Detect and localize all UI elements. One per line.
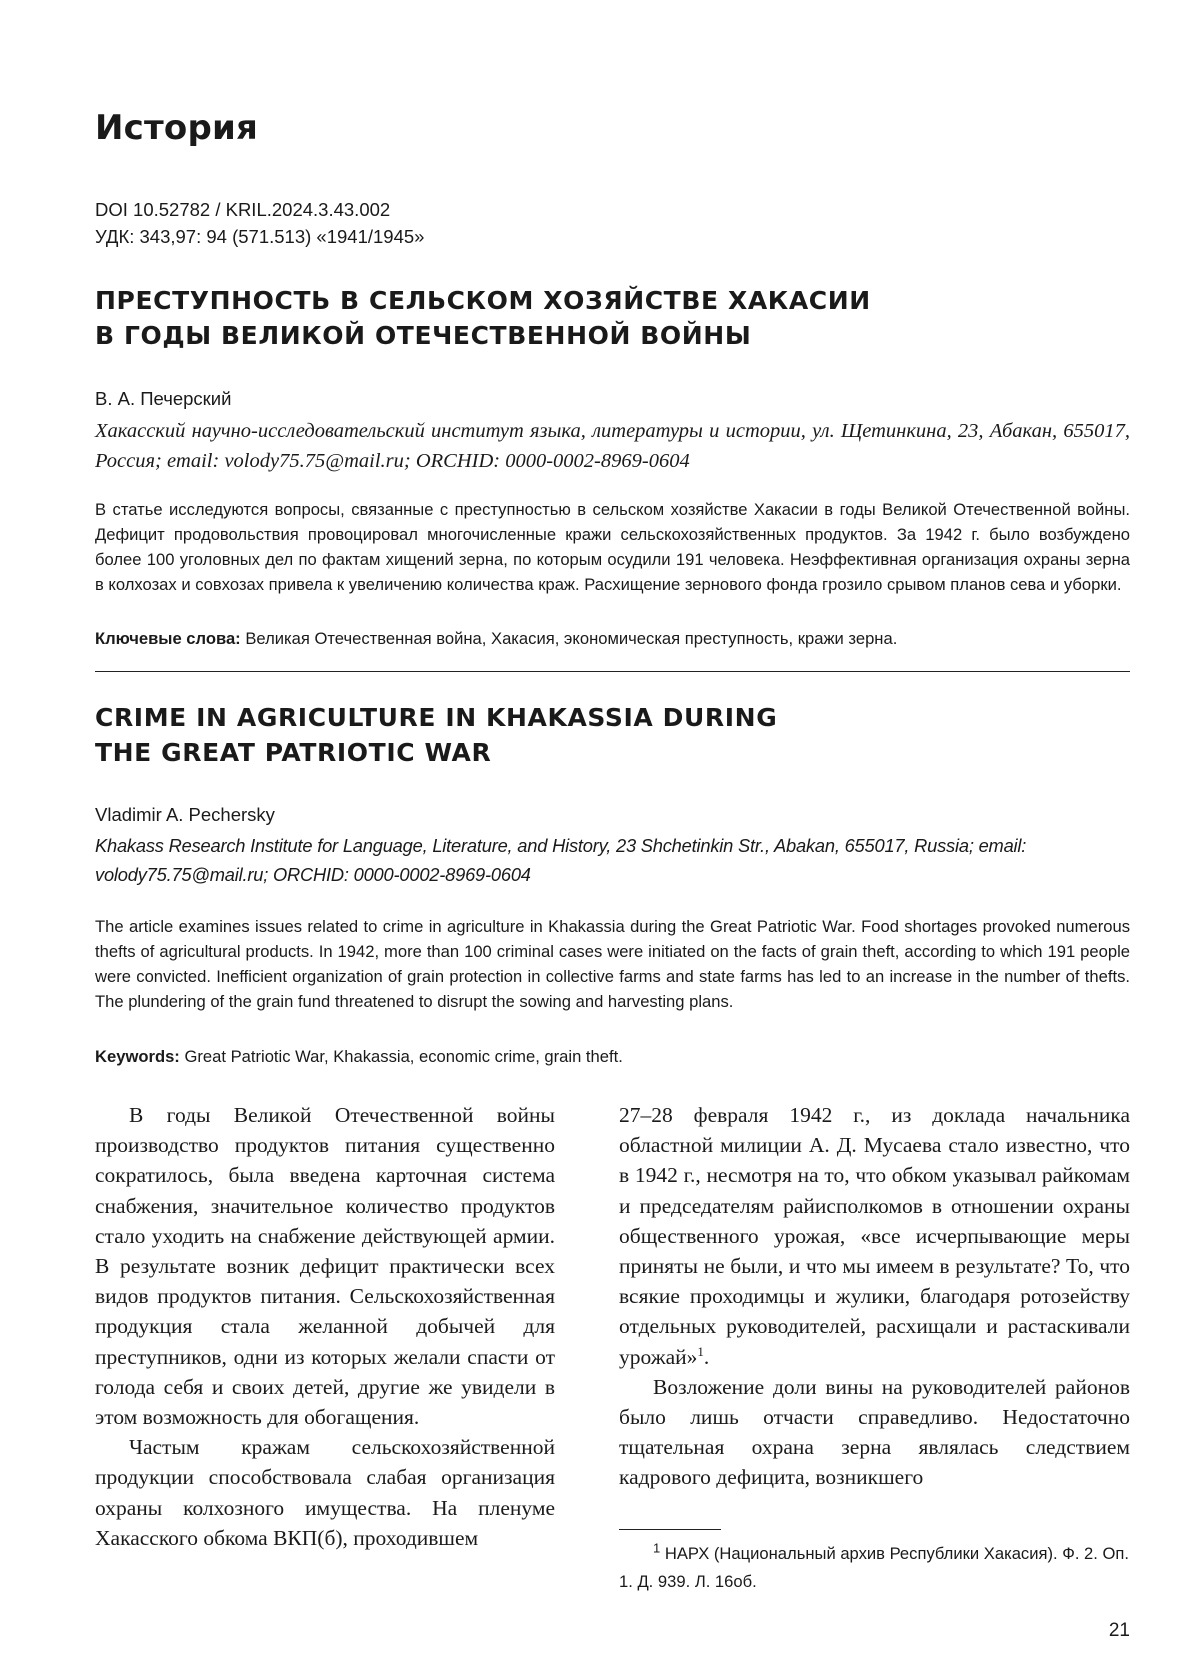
title-line: ПРЕСТУПНОСТЬ В СЕЛЬСКОМ ХОЗЯЙСТВЕ ХАКАСИИ — [95, 286, 871, 315]
article-title-ru — [95, 283, 871, 353]
title-line: THE GREAT PATRIOTIC WAR — [95, 738, 492, 767]
keywords-text: Great Patriotic War, Khakassia, economic crime, grain theft. — [184, 1047, 623, 1066]
body-paragraph: Частым кражам сельскохозяйственной продукции способствовала слабая организация охраны колхозного имущества. На пленуме Хакасского обкома ВКП(б), проходившем — [95, 1435, 555, 1550]
affiliation-ru: Хакасский научно-исследовательский институт языка, литературы и истории, ул. Щетинкина, 23, Абакан, 655017, Россия; email: volody75.75@mail.ru; ORCHID: 0000-0002-8969-0604 — [95, 420, 1130, 472]
body-column-right — [619, 1100, 1130, 1493]
article-identifiers — [95, 196, 424, 250]
footnote-text: НАРХ (Национальный архив Республики Хакасия). Ф. 2. Оп. 1. Д. 939. Л. 16об. — [619, 1544, 1130, 1591]
journal-page — [95, 0, 1130, 1680]
affiliation-en: Khakass Research Institute for Language, Literature, and History, 23 Shchetinkin Str., Abakan, 655017, Russia; email: volody75.75@mail.ru; ORCHID: 0000-0002-8969-0604 — [95, 835, 1027, 885]
page-number: 21 — [1108, 1620, 1130, 1641]
keywords-ru — [95, 629, 897, 649]
footnote-reference[interactable]: 1 — [697, 1343, 704, 1359]
abstract-en: The article examines issues related to crime in agriculture in Khakassia during the Great Patriotic War. Food shortages provoked numerous thefts of agricultural products. In 1942, more than 100 criminal cases were initiated on the facts of grain theft, according to which 191 people were convicted. Inefficient organization of grain protection in collective farms and state farms has led to an increase in the number of thefts. The plundering of the grain fund threatened to disrupt the sowing and harvesting plans. — [95, 917, 1130, 1011]
footnote-mark: 1 — [653, 1540, 661, 1556]
section-divider — [95, 671, 1130, 672]
author-en: Vladimir A. Pechersky — [95, 804, 275, 825]
body-paragraph: В годы Великой Отечественной войны производство продуктов питания существенно сократилось, была введена карточная система снабжения, значительное количество продуктов стало уходить на снабжение действующей армии. В результате возник дефицит практически всех видов продуктов питания. Сельскохозяйственная продукция стала желанной добычей для преступников, одни из которых желали спасти от голода себя и своих детей, другие же увидели в этом возможность для обогащения. — [95, 1103, 555, 1430]
footnote-divider — [619, 1529, 721, 1530]
doi: DOI 10.52782 / KRIL.2024.3.43.002 — [95, 199, 391, 220]
section-title: История — [95, 108, 259, 148]
footnote — [619, 1540, 1130, 1596]
abstract-ru: В статье исследуются вопросы, связанные с преступностью в сельском хозяйстве Хакасии в годы Великой Отечественной войны. Дефицит продовольствия провоцировал многочисленные кражи сельскохозяйственных продуктов. За 1942 г. было возбуждено более 100 уголовных дел по фактам хищений зерна, по которым осудили 191 человека. Неэффективная организация охраны зерна в колхозах и совхозах привела к увеличению количества краж. Расхищение зернового фонда грозило срывом планов сева и уборки. — [95, 500, 1130, 594]
keywords-label: Keywords: — [95, 1047, 180, 1066]
body-paragraph — [619, 1100, 1130, 1372]
keywords-text: Великая Отечественная война, Хакасия, экономическая преступность, кражи зерна. — [245, 629, 898, 648]
body-paragraph: Возложение доли вины на руководителей районов было лишь отчасти справедливо. Недостаточно тщательная охрана зерна являлась следствием кадрового дефицита, возникшего — [619, 1374, 1130, 1490]
udk: УДК: 343,97: 94 (571.513) «1941/1945» — [95, 226, 425, 247]
title-line: В ГОДЫ ВЕЛИКОЙ ОТЕЧЕСТВЕННОЙ ВОЙНЫ — [95, 321, 752, 350]
paragraph-end: . — [703, 1344, 710, 1369]
keywords-label: Ключевые слова: — [95, 629, 241, 648]
article-title-en — [95, 700, 777, 770]
title-line: CRIME IN AGRICULTURE IN KHAKASSIA DURING — [95, 703, 778, 732]
author-ru: В. А. Печерский — [95, 388, 232, 409]
keywords-en — [95, 1047, 623, 1067]
paragraph-text: 27–28 февраля 1942 г., из доклада начальника областной милиции А. Д. Мусаева стало известно, что в 1942 г., несмотря на то, что обком указывал райкомам и председателям райисполкомов в отношении охраны общественного урожая, «все исчерпывающие меры приняты не были, и что мы имеем в результате? То, что всякие проходимцы и жулики, благодаря ротозейству отдельных руководителей, расхищали и растаскивали урожай» — [619, 1103, 1130, 1369]
body-column-left — [95, 1100, 555, 1553]
